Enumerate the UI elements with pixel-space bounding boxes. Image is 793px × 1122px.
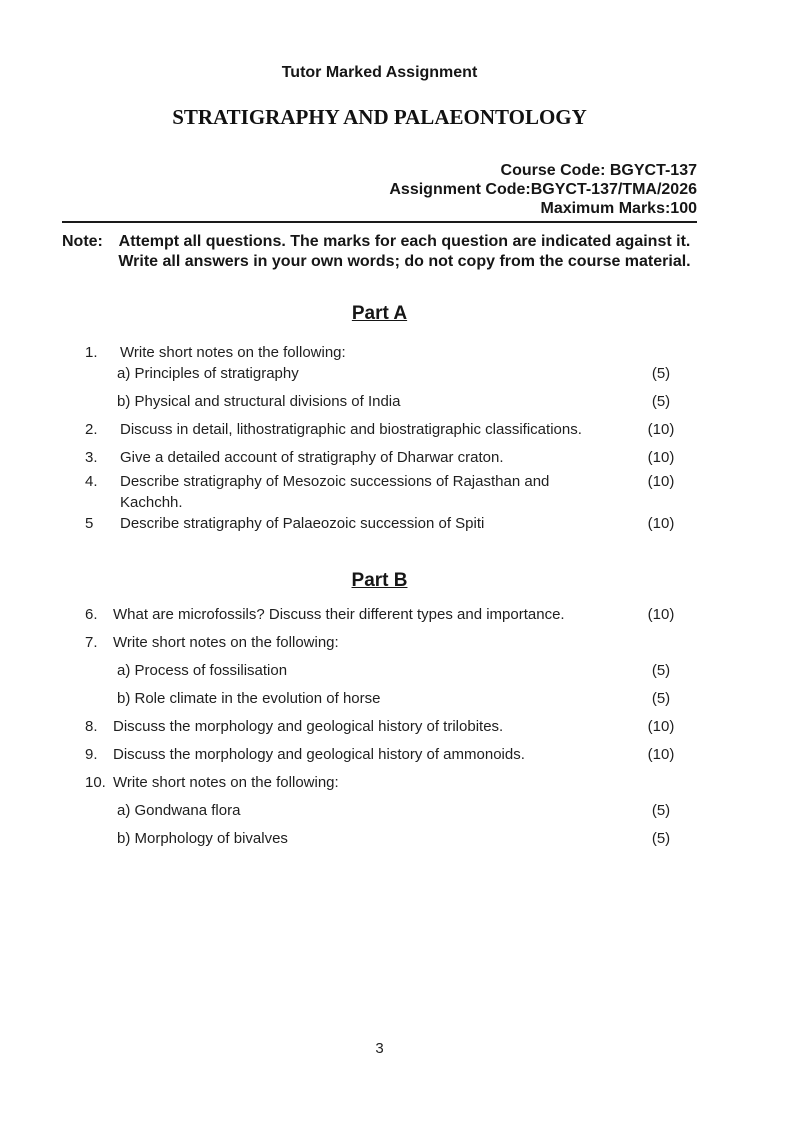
subitem-text bbox=[117, 828, 625, 849]
question-text bbox=[120, 342, 625, 363]
subitem-text bbox=[117, 363, 625, 384]
course-title: STRATIGRAPHY AND PALAEONTOLOGY bbox=[172, 105, 587, 129]
question-number: 7. bbox=[85, 634, 98, 651]
question-row-2 bbox=[62, 419, 697, 440]
subitem-marks: (5) bbox=[651, 393, 671, 410]
subitem-marks: (5) bbox=[651, 690, 671, 707]
question-number: 2. bbox=[85, 421, 98, 438]
subitem-row-7a bbox=[62, 660, 697, 681]
question-text-content: What are microfossils? Discuss their different types and importance. bbox=[113, 606, 565, 623]
question-text bbox=[113, 632, 625, 653]
question-text bbox=[113, 604, 625, 625]
note-line-2: Write all answers in your own words; do not copy from the course material. bbox=[118, 253, 691, 270]
question-marks: (10) bbox=[647, 473, 675, 490]
question-marks bbox=[625, 632, 697, 653]
question-text-content: Describe stratigraphy of Palaeozoic succession of Spiti bbox=[120, 515, 485, 532]
section-heading-part-a: Part A bbox=[351, 303, 408, 324]
question-text-content: Discuss the morphology and geological history of ammonoids. bbox=[113, 746, 525, 763]
question-marks bbox=[625, 342, 697, 363]
question-marks bbox=[625, 772, 697, 793]
question-number: 3. bbox=[85, 449, 98, 466]
question-row-5 bbox=[62, 513, 697, 534]
assignment-type-heading: Tutor Marked Assignment bbox=[281, 64, 478, 81]
question-text-content: Write short notes on the following: bbox=[113, 774, 339, 791]
question-text bbox=[120, 513, 625, 534]
subitem-row-7b bbox=[62, 688, 697, 709]
question-number: 4. bbox=[85, 473, 98, 490]
question-number: 1. bbox=[85, 344, 98, 361]
question-row-1 bbox=[62, 342, 697, 363]
question-number: 9. bbox=[85, 746, 98, 763]
subitem-row-10b bbox=[62, 828, 697, 849]
subitem-text-content: a) Principles of stratigraphy bbox=[117, 365, 299, 382]
question-text-content: Discuss in detail, lithostratigraphic and biostratigraphic classifications. bbox=[120, 421, 582, 438]
question-text-content: Give a detailed account of stratigraphy of Dharwar craton. bbox=[120, 449, 504, 466]
subitem-row-1a bbox=[62, 363, 697, 384]
note-block bbox=[62, 232, 697, 272]
subitem-marks: (5) bbox=[651, 365, 671, 382]
subitem-text bbox=[117, 688, 625, 709]
note-text bbox=[112, 232, 697, 272]
page-number: 3 bbox=[375, 1040, 384, 1057]
question-text bbox=[120, 471, 625, 513]
subitem-text-content: a) Gondwana flora bbox=[117, 802, 241, 819]
question-marks: (10) bbox=[647, 746, 675, 763]
note-line-1: Attempt all questions. The marks for each question are indicated against it. bbox=[118, 233, 691, 250]
question-marks: (10) bbox=[647, 421, 675, 438]
question-text-content: Describe stratigraphy of Mesozoic successions of Rajasthan and Kachchh. bbox=[120, 473, 550, 511]
question-text bbox=[113, 716, 625, 737]
question-text-content: Write short notes on the following: bbox=[113, 634, 339, 651]
subitem-text-content: b) Morphology of bivalves bbox=[117, 830, 288, 847]
subitem-text-content: b) Role climate in the evolution of horse bbox=[117, 690, 381, 707]
question-number: 10. bbox=[85, 774, 106, 791]
subitem-text bbox=[117, 391, 625, 412]
question-number: 8. bbox=[85, 718, 98, 735]
question-row-10 bbox=[62, 772, 697, 793]
course-info-block bbox=[62, 161, 697, 218]
subitem-text bbox=[117, 800, 625, 821]
subitem-text-content: b) Physical and structural divisions of India bbox=[117, 393, 401, 410]
assignment-code: Assignment Code:BGYCT-137/TMA/2026 bbox=[389, 181, 697, 198]
question-marks: (10) bbox=[647, 718, 675, 735]
question-text-content: Discuss the morphology and geological history of trilobites. bbox=[113, 718, 504, 735]
question-text bbox=[113, 772, 625, 793]
subitem-row-10a bbox=[62, 800, 697, 821]
subitem-marks: (5) bbox=[651, 802, 671, 819]
question-number: 5 bbox=[85, 515, 94, 532]
question-marks: (10) bbox=[647, 449, 675, 466]
course-code: Course Code: BGYCT-137 bbox=[500, 162, 697, 179]
question-row-7 bbox=[62, 632, 697, 653]
subitem-text bbox=[117, 660, 625, 681]
question-text bbox=[120, 419, 625, 440]
section-heading-part-b: Part B bbox=[351, 570, 408, 591]
subitem-row-1b bbox=[62, 391, 697, 412]
question-row-3 bbox=[62, 447, 697, 468]
question-row-6 bbox=[62, 604, 697, 625]
maximum-marks: Maximum Marks:100 bbox=[540, 200, 697, 217]
subitem-marks: (5) bbox=[651, 662, 671, 679]
subitem-marks: (5) bbox=[651, 830, 671, 847]
page-content bbox=[62, 0, 697, 849]
question-text bbox=[113, 744, 625, 765]
part-b-question-list bbox=[62, 604, 697, 849]
question-row-4 bbox=[62, 471, 697, 513]
part-a-question-list bbox=[62, 342, 697, 534]
question-row-8 bbox=[62, 716, 697, 737]
header-divider bbox=[62, 221, 697, 223]
question-number: 6. bbox=[85, 606, 98, 623]
note-label: Note: bbox=[62, 233, 103, 250]
question-marks: (10) bbox=[647, 606, 675, 623]
question-text bbox=[120, 447, 625, 468]
question-row-9 bbox=[62, 744, 697, 765]
subitem-text-content: a) Process of fossilisation bbox=[117, 662, 288, 679]
question-marks: (10) bbox=[647, 515, 675, 532]
question-text-content: Write short notes on the following: bbox=[120, 344, 346, 361]
